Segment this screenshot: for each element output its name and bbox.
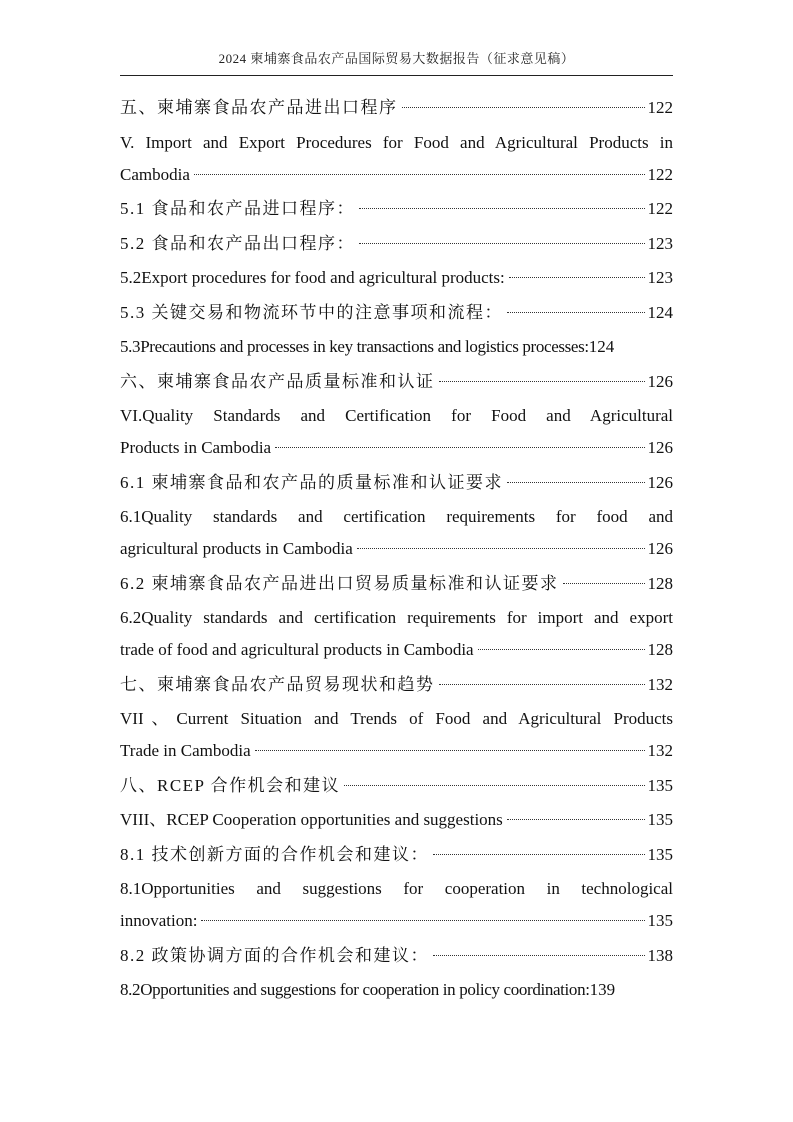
- toc-entry[interactable]: [120, 331, 695, 363]
- toc-entry-title: 五、柬埔寨食品农产品进出口程序: [120, 98, 398, 117]
- dot-leader: [275, 447, 644, 448]
- dot-leader: [359, 243, 645, 244]
- dot-leader: [509, 277, 645, 278]
- dot-leader: [439, 684, 645, 685]
- toc-page-number: 128: [647, 573, 673, 593]
- toc-entry[interactable]: [120, 940, 673, 972]
- dot-leader: [255, 750, 645, 751]
- toc-entry[interactable]: [120, 193, 673, 225]
- toc-page-number: 135: [647, 810, 673, 829]
- toc-page-number: 126: [647, 472, 673, 492]
- toc-entry-title-line2: innovation:: [120, 911, 198, 930]
- toc-page-number: 135: [647, 775, 673, 795]
- toc-page-number: 132: [647, 674, 673, 694]
- toc-entry[interactable]: [120, 127, 673, 191]
- dot-leader: [402, 107, 645, 108]
- toc-entry-title: 七、柬埔寨食品农产品贸易现状和趋势: [120, 674, 435, 694]
- dot-leader: [357, 548, 645, 549]
- toc-page-number: 138: [647, 945, 673, 965]
- toc-entry[interactable]: [120, 770, 673, 802]
- toc-entry-title: 5.1 食品和农产品进口程序：: [120, 199, 355, 218]
- toc-entry[interactable]: [120, 703, 673, 767]
- toc-page-number: 123: [647, 268, 673, 287]
- toc-entry[interactable]: [120, 400, 673, 464]
- toc-page-number: 126: [647, 438, 673, 457]
- toc-entry-title: 6.2 柬埔寨食品农产品进出口贸易质量标准和认证要求: [120, 573, 559, 593]
- toc-page-number: 124: [588, 337, 615, 356]
- toc-entry[interactable]: [120, 974, 695, 1006]
- toc-page-number: 132: [647, 741, 673, 760]
- toc-entry-title-line1: VI.Quality Standards and Certification for Food and Agricultural: [120, 406, 673, 425]
- toc-entry[interactable]: [120, 366, 673, 398]
- toc-page-number: 122: [647, 199, 673, 218]
- toc-entry-title: 八、RCEP 合作机会和建议: [120, 775, 341, 795]
- toc-page-number: 139: [589, 980, 616, 999]
- toc-entry-title-line2: Trade in Cambodia: [120, 741, 251, 760]
- toc-entry-title-line1: VII、Current Situation and Trends of Food and Agricultural Products: [120, 709, 673, 728]
- toc-entry[interactable]: [120, 839, 673, 871]
- toc-page-number: 124: [647, 302, 673, 322]
- toc-entry-title: 5.3Precautions and processes in key transactions and logistics processes:: [120, 337, 589, 356]
- toc-entry[interactable]: [120, 228, 673, 260]
- toc-page-number: 123: [647, 233, 673, 253]
- toc-entry-title: 5.2Export procedures for food and agricultural products:: [120, 268, 505, 287]
- dot-leader: [563, 583, 645, 584]
- toc-entry[interactable]: [120, 262, 673, 294]
- toc-entry-title-line1: 6.1Quality standards and certification requirements for food and: [120, 507, 673, 526]
- dot-leader: [507, 819, 645, 820]
- dot-leader: [439, 381, 645, 382]
- toc-page-number: 122: [647, 164, 673, 184]
- toc-entry-title-line2: Cambodia: [120, 164, 190, 184]
- dot-leader: [507, 482, 645, 483]
- toc-entry-title: VIII、RCEP Cooperation opportunities and suggestions: [120, 810, 503, 829]
- toc-entry-title: 8.1 技术创新方面的合作机会和建议：: [120, 844, 429, 864]
- toc-entry[interactable]: [120, 467, 673, 499]
- dot-leader: [201, 920, 644, 921]
- toc-page-number: 122: [647, 98, 673, 117]
- toc-entry[interactable]: [120, 669, 673, 701]
- dot-leader: [433, 955, 645, 956]
- toc-entry[interactable]: [120, 804, 673, 836]
- toc-entry-title-line2: Products in Cambodia: [120, 438, 272, 457]
- toc-entry[interactable]: [120, 602, 673, 666]
- running-header: 2024 柬埔寨食品农产品国际贸易大数据报告（征求意见稿）: [218, 51, 575, 66]
- toc-entry[interactable]: [120, 568, 673, 600]
- toc-entry-title-line2: agricultural products in Cambodia: [120, 539, 353, 558]
- dot-leader: [478, 649, 645, 650]
- toc-entry[interactable]: [120, 501, 673, 565]
- toc-entry-title: 6.1 柬埔寨食品和农产品的质量标准和认证要求: [120, 472, 503, 492]
- toc-entry-title: 8.2 政策协调方面的合作机会和建议：: [120, 945, 429, 965]
- toc-entry-title-line1: 8.1Opportunities and suggestions for cooperation in technological: [120, 879, 673, 898]
- toc-entry-title: 5.3 关键交易和物流环节中的注意事项和流程：: [120, 302, 503, 322]
- toc-page-number: 135: [647, 911, 673, 930]
- toc-entry-title: 5.2 食品和农产品出口程序：: [120, 233, 355, 253]
- dot-leader: [433, 854, 645, 855]
- toc-page-number: 126: [647, 539, 673, 558]
- toc-entry-title-line1: 6.2Quality standards and certification requirements for import and export: [120, 608, 673, 627]
- toc-page-number: 135: [647, 844, 673, 864]
- dot-leader: [344, 785, 644, 786]
- dot-leader: [194, 174, 645, 175]
- toc-entry[interactable]: [120, 873, 673, 937]
- toc-entry-title-line1: V. Import and Export Procedures for Food and Agricultural Products in: [120, 132, 673, 152]
- dot-leader: [359, 208, 645, 209]
- toc-entry-title-line2: trade of food and agricultural products in Cambodia: [120, 640, 474, 659]
- header-divider: [120, 75, 673, 76]
- table-of-contents: [120, 92, 673, 1009]
- toc-entry[interactable]: [120, 297, 673, 329]
- toc-entry-title: 六、柬埔寨食品农产品质量标准和认证: [120, 371, 435, 391]
- toc-entry-title: 8.2Opportunities and suggestions for cooperation in policy coordination:: [120, 980, 590, 999]
- toc-entry[interactable]: [120, 92, 673, 124]
- toc-page-number: 126: [647, 371, 673, 391]
- toc-page-number: 128: [647, 640, 673, 659]
- dot-leader: [507, 312, 645, 313]
